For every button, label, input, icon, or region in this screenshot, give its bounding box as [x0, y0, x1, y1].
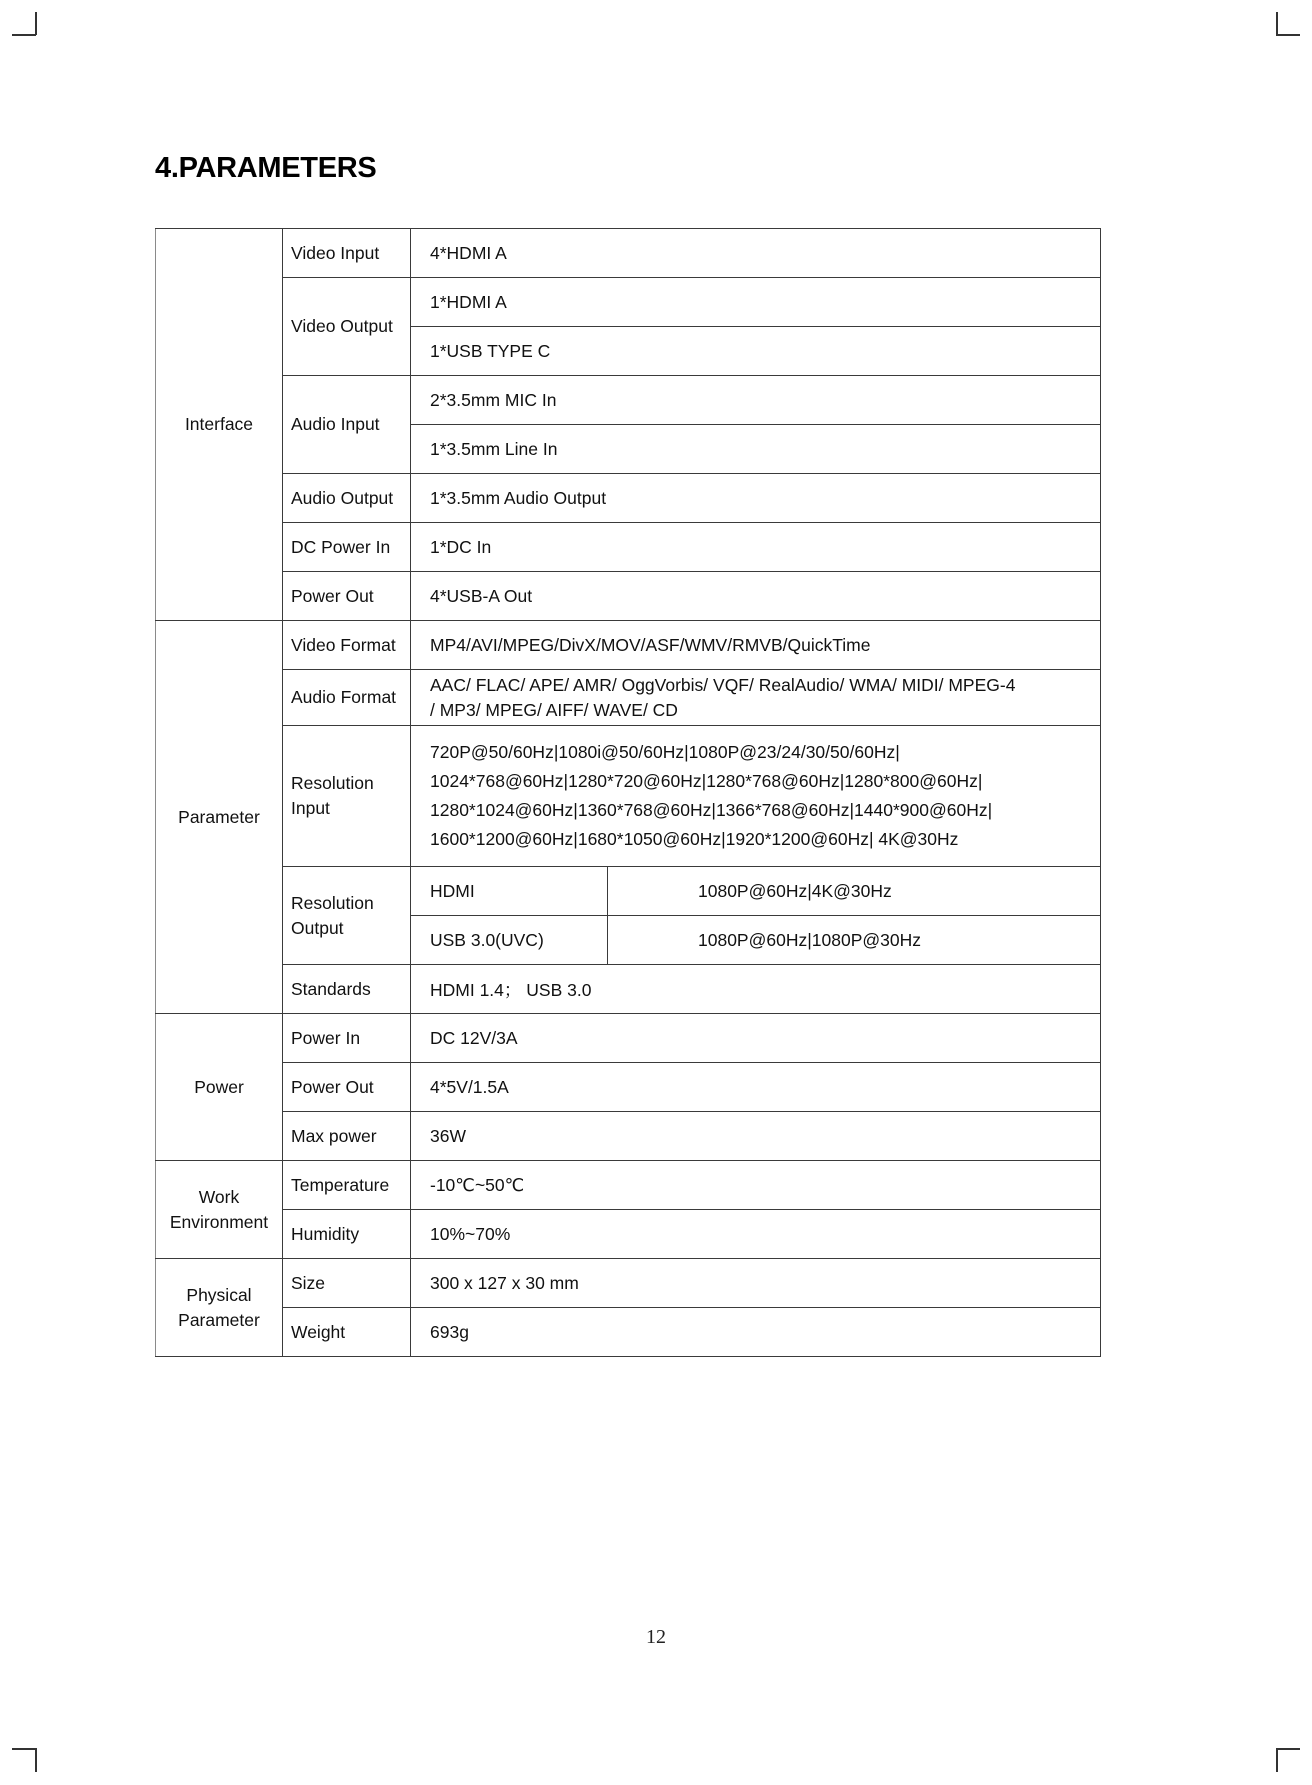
row-value: 1*3.5mm Audio Output [411, 474, 1101, 523]
table-row [156, 1308, 1101, 1357]
row-label [283, 726, 411, 867]
crop-mark-bottom-right-h [1276, 1748, 1300, 1750]
crop-mark-bottom-left-h [12, 1748, 36, 1750]
row-label: Audio Output [283, 474, 411, 523]
row-value: 10%~70% [411, 1210, 1101, 1259]
row-value: 2*3.5mm MIC In [411, 376, 1101, 425]
value-line: 1600*1200@60Hz|1680*1050@60Hz|1920*1200@60Hz| 4K@30Hz [430, 829, 959, 849]
table-row [156, 1112, 1101, 1161]
output-resolution: 1080P@60Hz|1080P@30Hz [608, 916, 1101, 965]
row-label: Video Input [283, 229, 411, 278]
row-label: Standards [283, 965, 411, 1014]
label-line: Input [291, 798, 330, 818]
table-row [156, 621, 1101, 670]
table-row [156, 474, 1101, 523]
value-line: 720P@50/60Hz|1080i@50/60Hz|1080P@23/24/30/50/60Hz| [430, 742, 900, 762]
label-line: Resolution [291, 892, 374, 913]
row-value: DC 12V/3A [411, 1014, 1101, 1063]
row-value: 4*HDMI A [411, 229, 1101, 278]
table-row [156, 726, 1101, 867]
row-value: 1*USB TYPE C [411, 327, 1101, 376]
table-row [156, 523, 1101, 572]
row-value [411, 726, 1101, 867]
value-line: AAC/ FLAC/ APE/ AMR/ OggVorbis/ VQF/ RealAudio/ WMA/ MIDI/ MPEG-4 [430, 674, 1016, 695]
row-value: 4*5V/1.5A [411, 1063, 1101, 1112]
row-value: 4*USB-A Out [411, 572, 1101, 621]
crop-mark-bottom-right-v [1276, 1748, 1278, 1772]
group-line: Parameter [178, 1309, 260, 1330]
crop-mark-top-left-h [12, 34, 36, 36]
crop-mark-bottom-left-v [35, 1748, 37, 1772]
table-row [156, 376, 1101, 425]
group-line: Work [198, 1186, 240, 1207]
page-number: 12 [646, 1626, 666, 1648]
label-line: Resolution [291, 773, 374, 793]
row-value: HDMI 1.4； USB 3.0 [411, 965, 1101, 1014]
value-line: / MP3/ MPEG/ AIFF/ WAVE/ CD [430, 699, 678, 720]
row-label: Video Output [283, 278, 411, 376]
row-label: Size [283, 1259, 411, 1308]
group-parameter: Parameter [156, 621, 283, 1014]
output-port: HDMI [411, 867, 608, 916]
table-row [156, 965, 1101, 1014]
row-label: Power Out [283, 572, 411, 621]
row-label: Audio Format [283, 670, 411, 726]
table-row [156, 1063, 1101, 1112]
label-line: Output [291, 917, 344, 938]
row-value: 300 x 127 x 30 mm [411, 1259, 1101, 1308]
row-label: Power In [283, 1014, 411, 1063]
value-line: 1280*1024@60Hz|1360*768@60Hz|1366*768@60Hz|1440*900@60Hz| [430, 800, 993, 820]
crop-mark-top-right-v [1276, 12, 1278, 35]
group-line: Physical [186, 1284, 252, 1305]
row-label: Humidity [283, 1210, 411, 1259]
table-row [156, 278, 1101, 327]
row-label: Max power [283, 1112, 411, 1161]
output-resolution: 1080P@60Hz|4K@30Hz [608, 867, 1101, 916]
row-label: DC Power In [283, 523, 411, 572]
row-value: 1*DC In [411, 523, 1101, 572]
row-value: 1*HDMI A [411, 278, 1101, 327]
row-label: Video Format [283, 621, 411, 670]
row-value: -10℃~50℃ [411, 1161, 1101, 1210]
table-row [156, 1161, 1101, 1210]
page-title: 4.PARAMETERS [155, 152, 377, 184]
row-value: 1*3.5mm Line In [411, 425, 1101, 474]
parameters-table [155, 228, 1101, 1357]
row-label: Power Out [283, 1063, 411, 1112]
table-row [156, 229, 1101, 278]
table-row [156, 670, 1101, 726]
row-value: 36W [411, 1112, 1101, 1161]
crop-mark-top-left-v [35, 12, 37, 35]
row-label: Weight [283, 1308, 411, 1357]
row-value: MP4/AVI/MPEG/DivX/MOV/ASF/WMV/RMVB/QuickTime [411, 621, 1101, 670]
group-power: Power [156, 1014, 283, 1161]
table-row [156, 867, 1101, 916]
output-port: USB 3.0(UVC) [411, 916, 608, 965]
group-work-environment [156, 1161, 283, 1259]
group-line: Environment [169, 1211, 269, 1232]
table-row [156, 572, 1101, 621]
table-row [156, 1210, 1101, 1259]
row-label: Temperature [283, 1161, 411, 1210]
row-label: Audio Input [283, 376, 411, 474]
row-label [283, 867, 411, 965]
row-value: 693g [411, 1308, 1101, 1357]
row-value [411, 670, 1101, 726]
table-row [156, 1259, 1101, 1308]
crop-mark-top-right-h [1276, 34, 1300, 36]
table-row [156, 1014, 1101, 1063]
group-physical-parameter [156, 1259, 283, 1357]
value-line: 1024*768@60Hz|1280*720@60Hz|1280*768@60Hz|1280*800@60Hz| [430, 771, 983, 791]
group-interface: Interface [156, 229, 283, 621]
